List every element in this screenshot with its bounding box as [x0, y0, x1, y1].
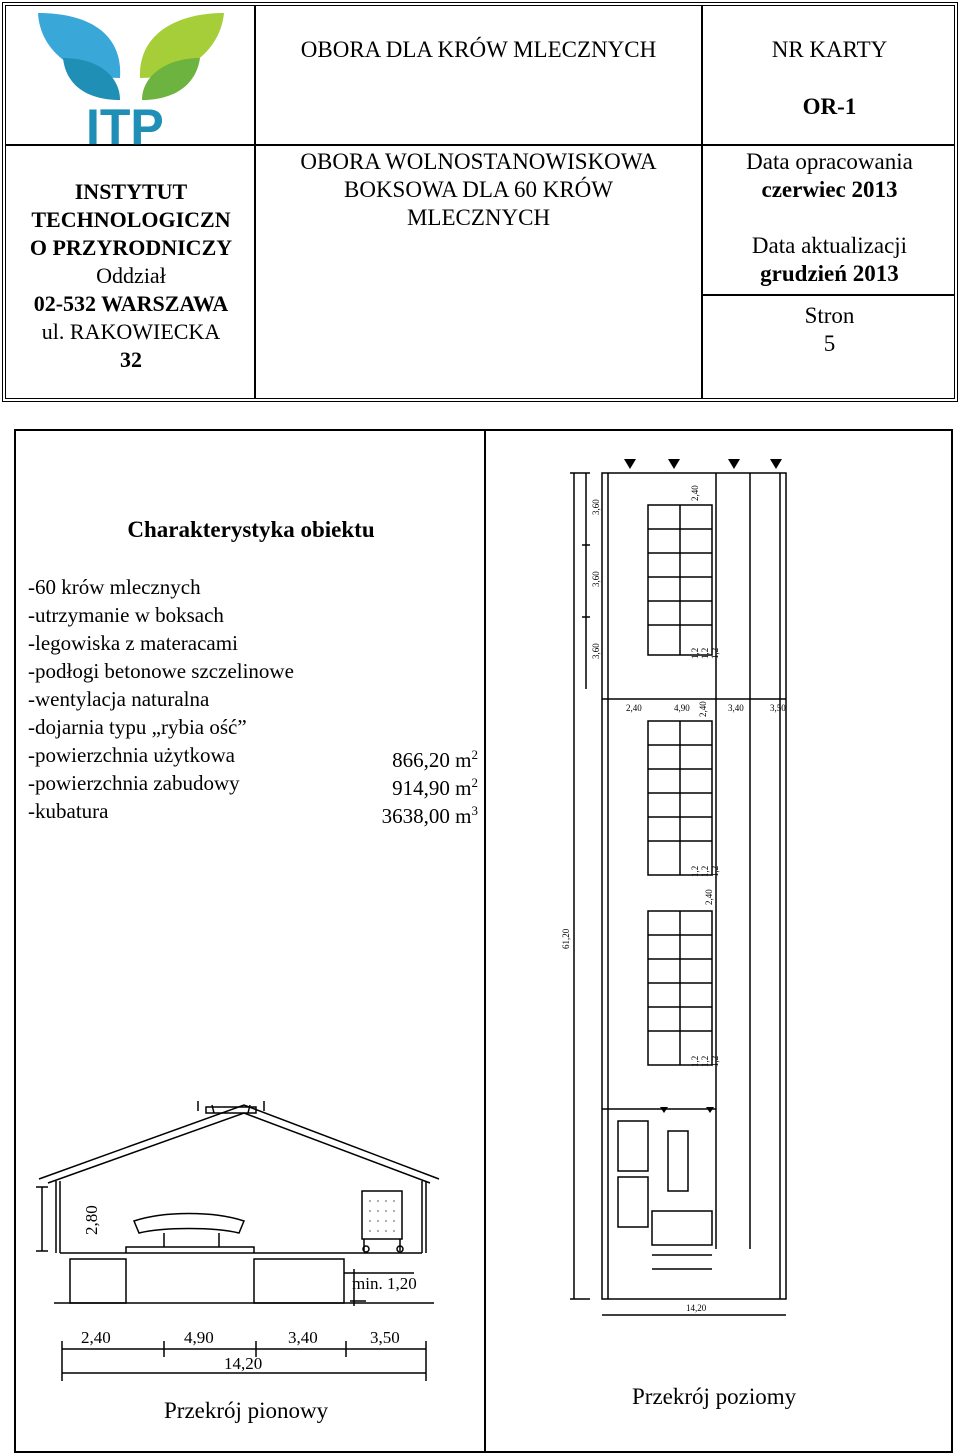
svg-text:ITP: ITP: [86, 99, 164, 148]
column-divider: [484, 431, 486, 1451]
plan-stall-dim: 1,2: [700, 1055, 710, 1067]
feature-item: -podłogi betonowe szczelinowe: [28, 659, 294, 683]
plan-dim: 3,60: [591, 571, 601, 587]
card-label: NR KARTY: [771, 37, 888, 62]
feature-item: -kubatura 3638,00 $m^3$: [28, 799, 478, 828]
section-dim: 4,90: [184, 1328, 214, 1347]
institute-address: INSTYTUT TECHNOLOGICZN O PRZYRODNICZY Oddział 02-532 WARSZAWA ul. RAKOWIECKA 32: [29, 179, 233, 372]
prepared-date: czerwiec 2013: [761, 177, 898, 202]
plan-cross-dim: 2,40: [698, 701, 708, 717]
section-total: 14,20: [224, 1354, 263, 1373]
plan-stall-dim: 1,2: [690, 1055, 700, 1067]
characteristics-title: Charakterystyka obiektu: [127, 517, 375, 542]
feature-item: -wentylacja naturalna: [28, 687, 210, 711]
plan-dim: 3,60: [591, 643, 601, 659]
plan-stall-dim: 1,2: [710, 1055, 720, 1067]
plan-stall-dim: 1,2: [690, 865, 700, 877]
feature-item: -powierzchnia użytkowa 866,20 $m^2$: [28, 743, 478, 772]
page-title: OBORA DLA KRÓW MLECZNYCH: [300, 37, 657, 62]
card-number: OR-1: [802, 94, 857, 119]
content-frame: [14, 429, 953, 1453]
prepared-label: Data opracowania: [746, 149, 913, 174]
plan-stall-dim: 1,2: [700, 865, 710, 877]
feature-item: -60 krów mlecznych: [28, 575, 201, 599]
plan-stall-dim: 1,2: [700, 647, 710, 659]
depth-label: min. 1,20: [352, 1274, 417, 1293]
plan-dim: 2,40: [704, 889, 714, 905]
floor-plan-drawing: [556, 459, 806, 1319]
horizontal-section-caption: Przekrój poziomy: [632, 1384, 797, 1409]
header-table: [2, 2, 958, 402]
feature-item: -legowiska z materacami: [28, 631, 238, 655]
section-dim: 3,50: [370, 1328, 400, 1347]
plan-cross-dim: 3,50: [770, 703, 786, 713]
header-divider: [254, 144, 954, 146]
plan-dim: 3,60: [591, 499, 601, 515]
section-dim: 2,40: [81, 1328, 111, 1347]
height-label: 2,80: [82, 1205, 101, 1235]
feature-item: -utrzymanie w boksach: [28, 603, 224, 627]
updated-label: Data aktualizacji: [751, 233, 908, 258]
vertical-section-caption: Przekrój pionowy: [164, 1398, 329, 1423]
header-divider: [701, 294, 954, 296]
plan-cross-dim: 2,40: [626, 703, 642, 713]
updated-date: grudzień 2013: [760, 261, 899, 286]
plan-cross-dim: 4,90: [674, 703, 690, 713]
plan-stall-dim: 1,2: [710, 865, 720, 877]
vertical-section-drawing: [34, 1101, 464, 1391]
plan-length: 61,20: [561, 928, 571, 949]
pages-label: Stron: [804, 303, 855, 328]
plan-stall-dim: 1,2: [710, 647, 720, 659]
feature-item: -powierzchnia zabudowy 914,90 $m^2$: [28, 771, 478, 800]
page-subtitle: OBORA WOLNOSTANOWISKOWA BOKSOWA DLA 60 KRÓW MLECZNYCH: [300, 149, 657, 230]
section-dim: 3,40: [288, 1328, 318, 1347]
plan-cross-dim: 3,40: [728, 703, 744, 713]
plan-dim: 2,40: [690, 485, 700, 501]
feature-item: -dojarnia typu „rybia ość”: [28, 715, 247, 739]
pages-count: 5: [823, 331, 836, 356]
itp-logo: [28, 8, 238, 148]
plan-stall-dim: 1,2: [690, 647, 700, 659]
plan-width: 14,20: [686, 1303, 707, 1313]
